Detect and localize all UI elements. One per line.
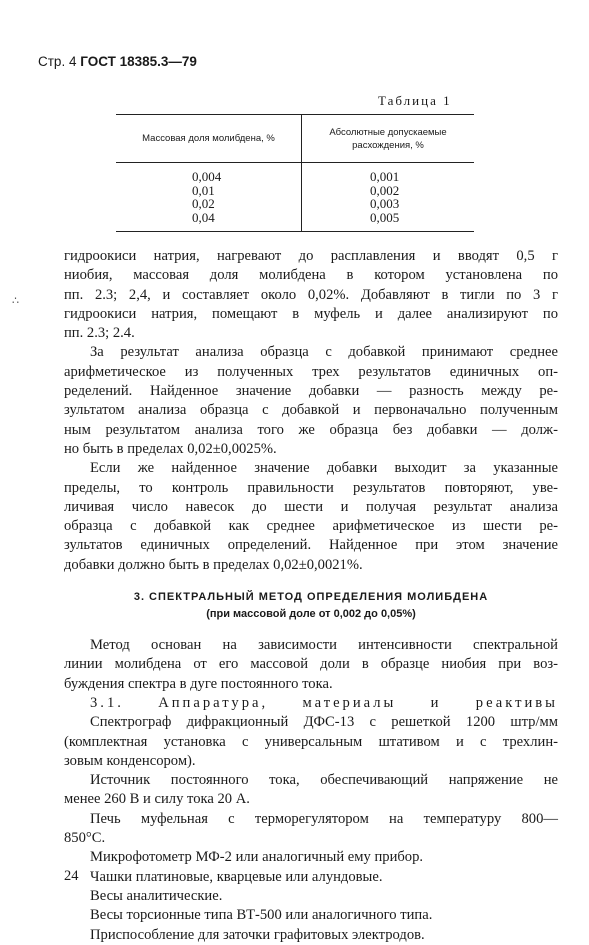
text-line: 850°С.: [64, 830, 106, 847]
text-line: зовым конденсором).: [64, 752, 196, 769]
list-item: Весы аналитические.: [90, 887, 223, 904]
header-text: Абсолютные допускаемые расхождения, %: [329, 126, 447, 151]
margin-mark: ∴: [12, 295, 19, 307]
list-item: Приспособление для заточки графитовых электродов.: [90, 926, 425, 943]
table-caption: Таблица 1: [378, 93, 452, 108]
table-header-rule: [116, 162, 474, 163]
text-line: гидроокиси натрия, помещают в муфель и далее анализируют по: [64, 305, 558, 322]
table-cell: 0,001: [370, 169, 400, 184]
table-column-molybdenum: [192, 170, 221, 224]
text-line: линии молибдена от его массовой доли в образце ниобия при воз-: [64, 656, 558, 673]
page-header: [38, 54, 197, 69]
text-line: личивая число навесок до шести и получая результат анализа: [64, 498, 558, 515]
spacer: [64, 622, 558, 636]
text-line: ниобия, массовая доля молибдена в котором установлена по: [64, 267, 558, 284]
table-cell: 0,004: [192, 169, 222, 184]
list-item: Весы торсионные типа ВТ-500 или аналогичного типа.: [90, 907, 433, 924]
subsection-title: 3.1. Аппаратура, материалы и реактивы: [90, 694, 558, 711]
text-line: но быть в пределах 0,02±0,0025%.: [64, 440, 277, 457]
text-line: (комплектная установка с универсальным штативом и с трехлин-: [64, 733, 558, 750]
list-item: Микрофотометр МФ-2 или аналогичный ему прибор.: [90, 849, 424, 866]
text-line: добавки должно быть в пределах 0,02±0,0021%.: [64, 556, 363, 573]
table-cell: 0,005: [370, 209, 400, 225]
text-line: ным результатом анализа того же образца без добавки — долж-: [64, 421, 558, 438]
text-line: ределений. Найденное значение добавки — разность между ре-: [64, 383, 558, 400]
text-line: Спектрограф дифракционный ДФС-13 с решеткой 1200 штр/мм: [90, 714, 558, 731]
section-title: 3. СПЕКТРАЛЬНЫЙ МЕТОД ОПРЕДЕЛЕНИЯ МОЛИБДЕНА: [133, 591, 489, 604]
body-text: [64, 247, 558, 945]
table-column-discrepancy: [370, 170, 399, 224]
section-subtitle: (при массовой доле от 0,002 до 0,05%): [206, 608, 416, 621]
text-line: гидроокиси натрия, нагревают до расплавления и вводят 0,5 г: [64, 248, 558, 264]
table-cell: 0,01: [192, 182, 215, 198]
text-line: буждения спектра в дуге постоянного тока.: [64, 675, 333, 692]
text-line: зультатом анализа образца с добавкой и первоначально полученным: [64, 402, 558, 419]
table-cell: 0,02: [192, 196, 215, 211]
text-line: пределы, то контроль правильности результатов повторяют, уве-: [64, 479, 558, 496]
text-line: образца с добавкой как среднее арифметическое из шести ре-: [64, 518, 558, 535]
list-item: Чашки платиновые, кварцевые или алундовые.: [90, 868, 383, 885]
table-cell: 0,003: [370, 196, 400, 211]
text-line: Если же найденное значение добавки выходит за указанные: [90, 460, 558, 477]
text-line: Печь муфельная с терморегулятором на температуру 800—: [90, 810, 558, 827]
gost-number: ГОСТ 18385.3—79: [80, 54, 197, 69]
text-line: Источник постоянного тока, обеспечивающий напряжение не: [90, 772, 558, 789]
text-line: За результат анализа образца с добавкой принимают среднее: [90, 344, 558, 361]
table-cell: 0,002: [370, 182, 400, 198]
data-table: [116, 114, 474, 232]
table-header-molybdenum: Массовая доля молибдена, %: [142, 133, 275, 144]
spacer: [64, 575, 558, 589]
table-cell: 0,04: [192, 209, 215, 225]
text-line: пп. 2.3; 2.4.: [64, 325, 135, 342]
text-line: менее 260 В и силу тока 20 А.: [64, 791, 250, 808]
page-ref: Стр. 4: [38, 54, 77, 69]
page-number: 24: [64, 868, 79, 884]
table-header-discrepancy: [302, 115, 474, 162]
text-line: арифметическое из полученных трех результатов единичных оп-: [64, 363, 558, 380]
text-line: зультатов единичных определений. Найденное при этом значение: [64, 537, 558, 554]
text-line: Метод основан на зависимости интенсивности спектральной: [90, 637, 558, 654]
text-line: пп. 2.3; 2,4, и составляет около 0,02%. Добавляют в тигли по 3 г: [64, 286, 558, 303]
